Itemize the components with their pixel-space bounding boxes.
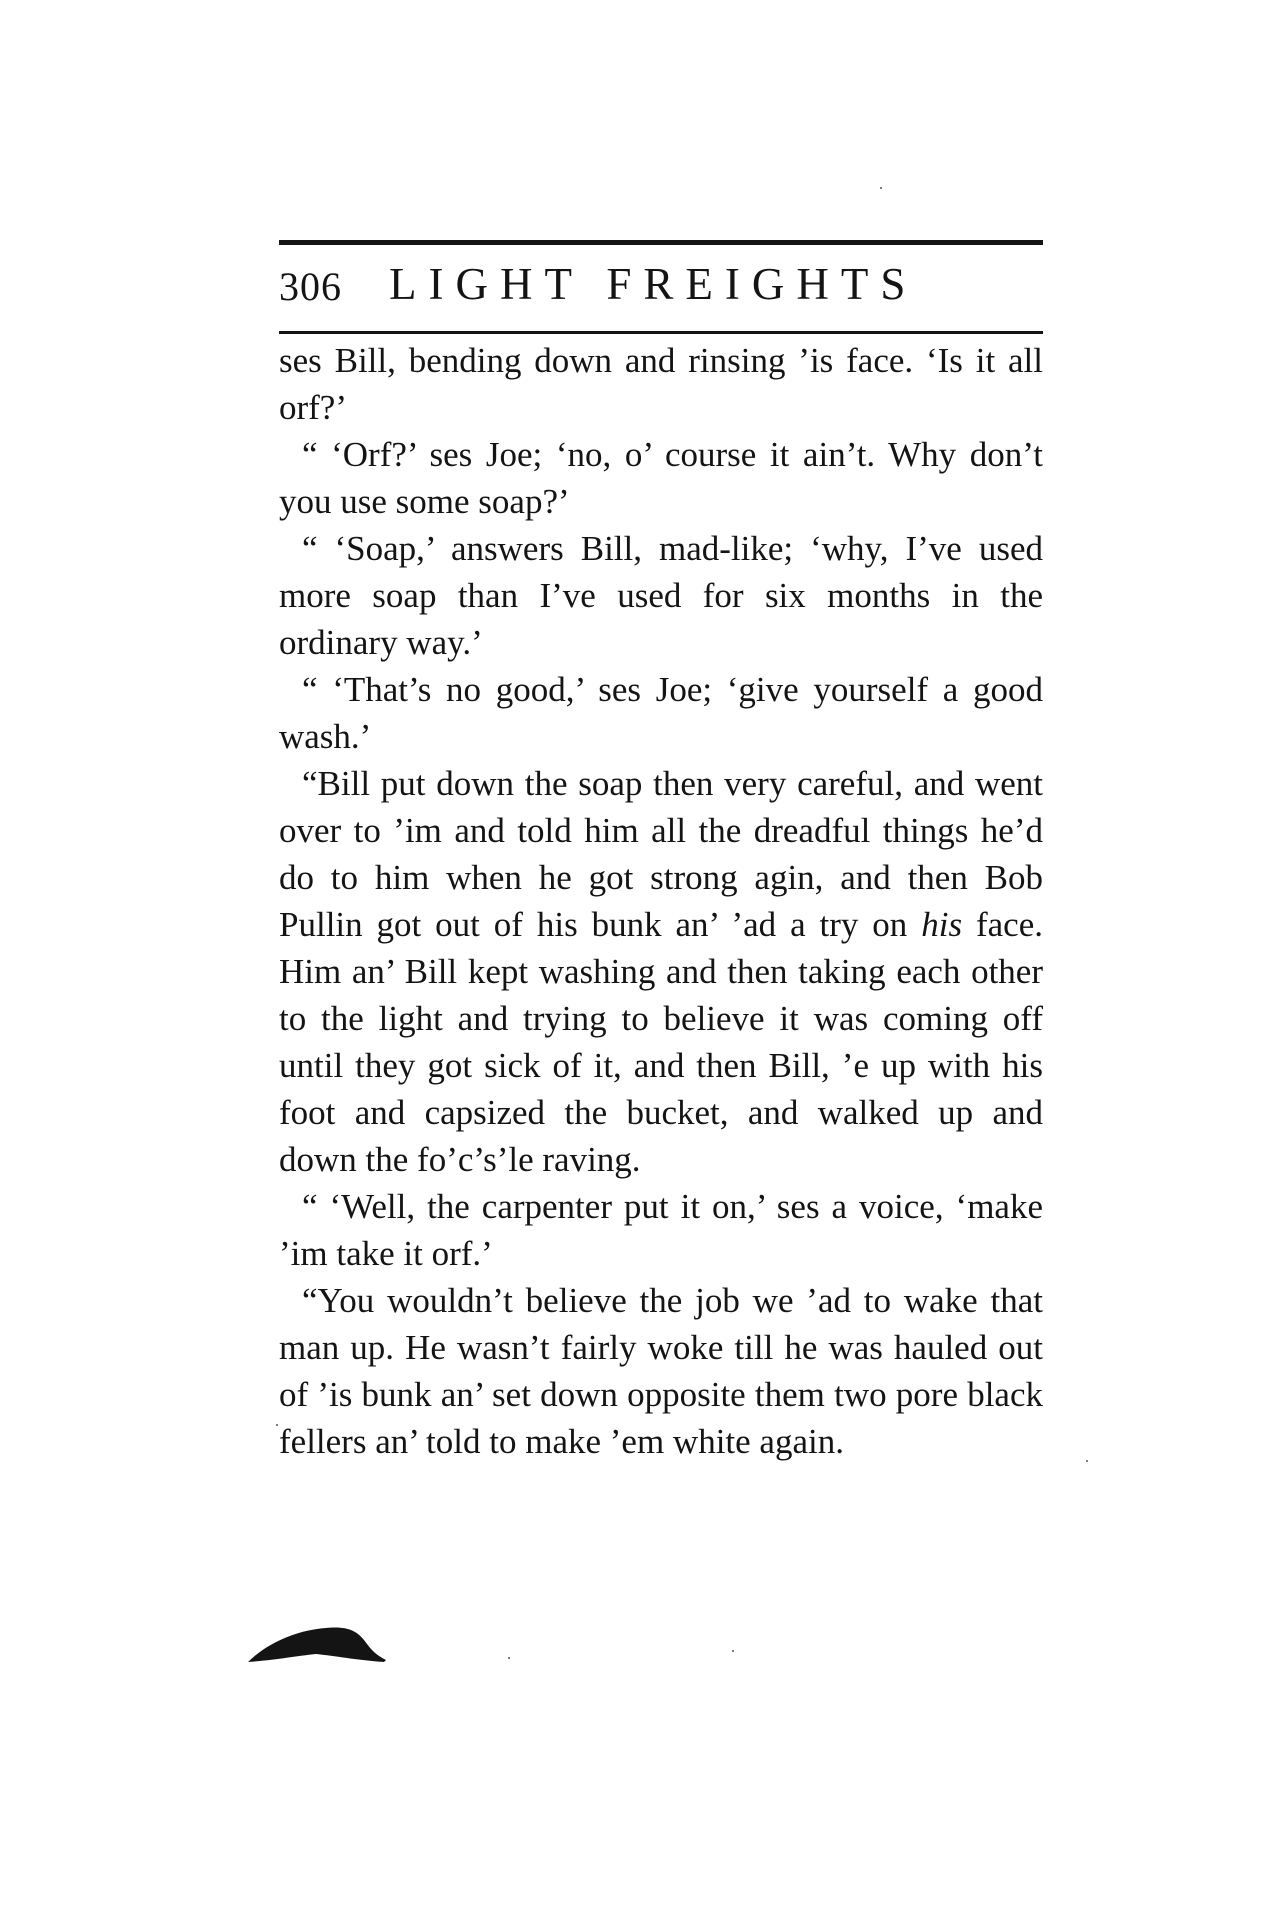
page-number: 306	[279, 264, 342, 309]
paragraph: “ ‘Orf?’ ses Joe; ‘no, o’ course it ain’t. Why don’t you use some soap?’	[279, 435, 1043, 521]
paragraph: “You wouldn’t believe the job we ’ad to wake that man up. He wasn’t fairly woke till he was hauled out of ’is bunk an’ set down opposite them two pore black fellers an’ told to make ’em white again.	[279, 1281, 1043, 1461]
emphasis-text: his	[921, 905, 963, 944]
paper-speck	[1086, 1460, 1088, 1462]
running-head	[279, 245, 1043, 331]
body-text	[279, 337, 1043, 1465]
paragraph: “ ‘Well, the carpenter put it on,’ ses a voice, ‘make ’im take it orf.’	[279, 1187, 1043, 1273]
paragraph	[279, 760, 1043, 1183]
paragraph-text: “Bill put down the soap then very careful, and went over to ’im and told him all the dreadful things he’d do to him when he got strong agin, and then Bob Pullin got out of his bunk an’ ’ad a try on	[279, 764, 1043, 944]
paragraph-text: face. Him an’ Bill kept washing and then taking each other to the light and trying to believe it was coming off until they got sick of it, and then Bill, ’e up with his foot and capsized the bucket, and walked up and down the fo’c’s’le raving.	[279, 905, 1043, 1179]
paragraph: “ ‘That’s no good,’ ses Joe; ‘give yourself a good wash.’	[279, 670, 1043, 756]
paper-speck	[732, 1650, 734, 1652]
paper-speck	[508, 1657, 510, 1659]
paper-speck	[276, 1424, 278, 1426]
running-head-title: LIGHT FREIGHTS	[389, 259, 918, 309]
paragraph: “ ‘Soap,’ answers Bill, mad-like; ‘why, I’ve used more soap than I’ve used for six months in the ordinary way.’	[279, 529, 1043, 662]
text-block	[279, 240, 1043, 1465]
paper-speck	[880, 187, 882, 189]
paragraph: ses Bill, bending down and rinsing ’is face. ‘Is it all orf?’	[279, 341, 1043, 427]
header-rule-bottom	[279, 331, 1043, 334]
ink-blot-mark	[246, 1604, 396, 1664]
